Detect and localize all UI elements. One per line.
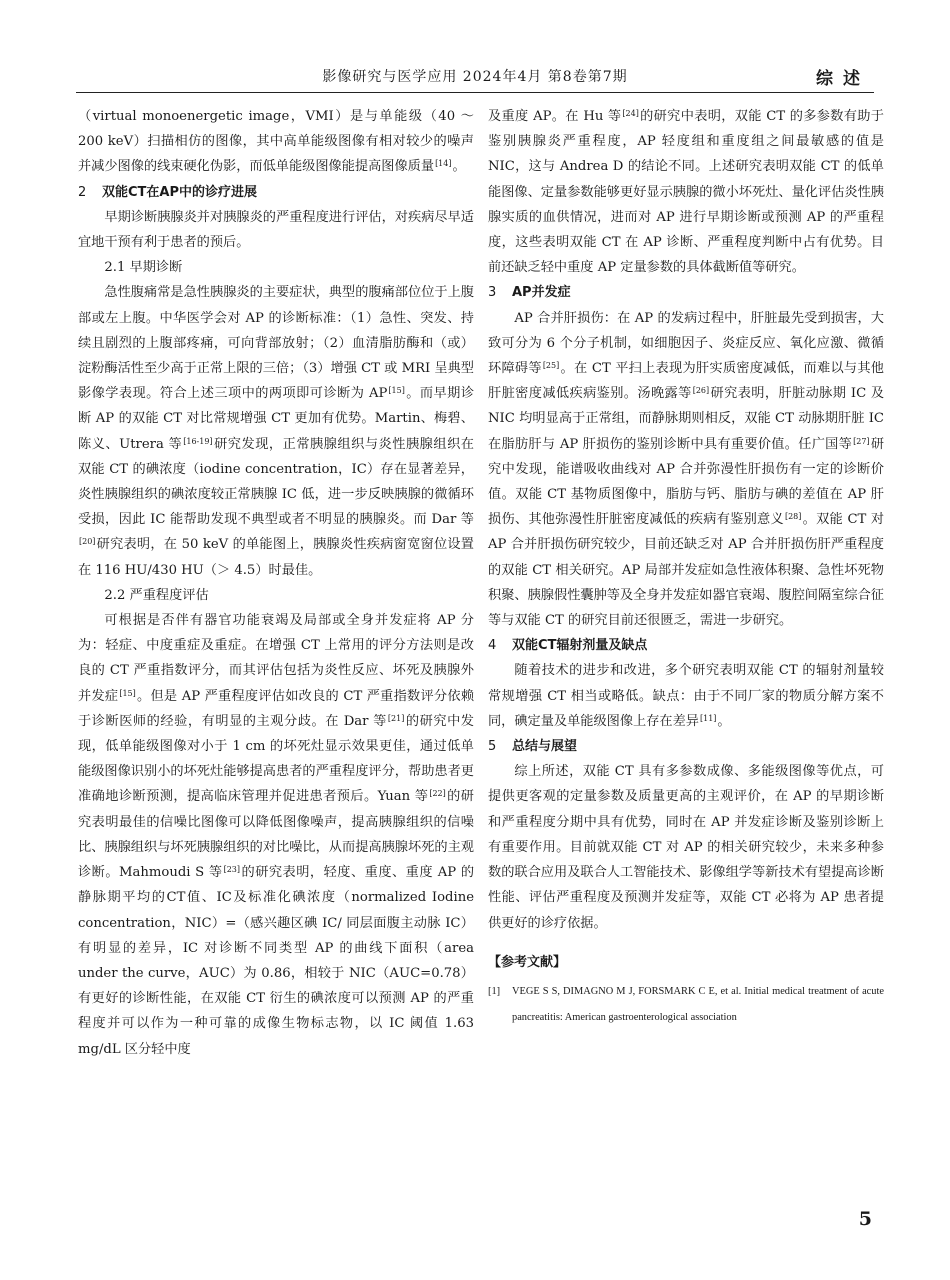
citation[interactable]: [26] [692, 386, 710, 396]
citation[interactable]: [28] [784, 512, 802, 522]
citation[interactable]: [21] [387, 713, 405, 723]
paragraph: 综上所述，双能 CT 具有多参数成像、多能级图像等优点，可提供更客观的定量参数及质量更高的主观评价，在 AP 的早期诊断和严重程度分期中具有优势，同时在 AP 并发症诊断及鉴别诊断上有重要作用。目前就双能 CT 对 AP 的相关研究较少，未来多种参数的联合应用及联合人工智能技术、影像组学等新技术有望提高诊断性能、评估严重程度及预测并发症等，双能 CT 必将为 AP 患者提供更好的诊疗依据。 [488, 764, 884, 931]
section-label: 综述 [816, 69, 870, 89]
page-number: 5 [858, 1208, 872, 1230]
paragraph: 及重度 AP。在 Hu 等[24]的研究中表明，双能 CT 的多参数有助于鉴别胰腺炎严重程度，AP 轻度组和重度组之间最敏感的值是 NIC，这与 Andrea D 的结论不同。上述研究表明双能 CT 的低单能图像、定量参数能够更好显示胰腺的微小坏死灶、量化评估炎性胰腺实质的血供情况，进而对 AP 进行早期诊断或预测 AP 的严重程度，这些表明双能 CT 在 AP 诊断、严重程度判断中占有优势。目前还缺乏轻中重度 AP 定量参数的具体截断值等研究。 [488, 109, 884, 276]
header-rule [76, 92, 874, 93]
section-heading-2: 2 双能CT在AP中的诊疗进展 [78, 184, 257, 200]
right-column [488, 104, 884, 1031]
paragraph: 随着技术的进步和改进，多个研究表明双能 CT 的辐射剂量较常规增强 CT 相当或略低。缺点：由于不同厂家的物质分解方案不同，碘定量及单能级图像上存在差异[11]。 [488, 663, 884, 729]
paragraph: 可根据是否伴有器官功能衰竭及局部或全身并发症将 AP 分为：轻症、中度重症及重症。在增强 CT 上常用的评分方法则是改良的 CT 严重指数评分，而其评估包括为炎性反应、坏死及胰腺外并发症[15]。但是 AP 严重程度评估如改良的 CT 严重指数评分依赖于诊断医师的经验，有明显的主观分歧。在 Dar 等[21]的研究中发现，低单能级图像对小于 1 cm 的坏死灶显示效果更佳，通过低单能级图像识别小的坏死灶能够提高患者的严重程度评分，帮助患者更准确地诊断预测，提高临床管理并促进患者预后。Yuan 等[22]的研究表明最佳的信噪比图像可以降低图像噪声，提高胰腺组织的信噪比、胰腺组织与坏死胰腺组织的对比噪比，从而提高胰腺坏死的主观诊断。Mahmoudi S 等[23]的研究表明，轻度、重度、重度 AP 的静脉期平均的CT值、IC及标准化碘浓度（normalized Iodine concentration，NIC）=（感兴趣区碘 IC/ 同层面腹主动脉 IC）有明显的差异，IC 对诊断不同类型 AP 的曲线下面积（area under the curve，AUC）为 0.86，相较于 NIC（AUC=0.78）有更好的诊断性能，在双能 CT 衍生的碘浓度可以预测 AP 的严重程度并可以作为一种可靠的成像生物标志物，以 IC 阈值 1.63 mg/dL 区分轻中度 [78, 613, 475, 1057]
citation[interactable]: [20] [79, 537, 96, 547]
citation[interactable]: [15] [388, 386, 405, 396]
journal-header: 影像研究与医学应用 2024年4月 第8卷第7期 [322, 69, 628, 85]
references-heading: 【参考文献】 [488, 954, 567, 970]
citation[interactable]: [25] [542, 361, 560, 371]
reference-item [488, 979, 884, 1031]
reference-text: VEGE S S, DIMAGNO M J, FORSMARK C E, et al. Initial medical treatment of acute pancreatitis: American gastroenterological association [512, 985, 884, 1023]
citation[interactable]: [16-19] [183, 436, 213, 446]
left-column [78, 104, 474, 1062]
paragraph: AP 合并肝损伤：在 AP 的发病过程中，肝脏最先受到损害，大致可分为 6 个分子机制，如细胞因子、炎症反应、氧化应激、微循环障碍等[25]。在 CT 平扫上表现为肝实质密度减低，而难以与其他肝脏密度减低疾病鉴别。汤晚露等[26]研究表明，肝脏动脉期 IC 及 NIC 均明显高于正常组，而静脉期则相反，双能 CT 动脉期肝脏 IC 在脂肪肝与 AP 肝损伤的鉴别诊断中具有重要价值。任广国等[27]研究中发现，能谱吸收曲线对 AP 合并弥漫性肝损伤有一定的诊断价值。双能 CT 基物质图像中，脂肪与钙、脂肪与碘的差值在 AP 肝损伤、其他弥漫性肝脏密度减低的疾病有鉴别意义[28]。双能 CT 对 AP 合并肝损伤研究较少，目前还缺乏对 AP 合并肝损伤肝严重程度的双能 CT 相关研究。AP 局部并发症如急性液体积聚、急性坏死物积聚、胰腺假性囊肿等及全身并发症如器官衰竭、腹腔间隔室综合征等与双能 CT 的研究目前还很匮乏，需进一步研究。 [488, 310, 885, 629]
section-heading-5: 5 总结与展望 [488, 739, 578, 755]
section-heading-3: 3 AP并发症 [488, 285, 571, 301]
subsection-heading-2-2: 2.2 严重程度评估 [104, 587, 209, 603]
section-heading-4: 4 双能CT辐射剂量及缺点 [488, 638, 648, 654]
paragraph: （virtual monoenergetic image，VMI）是与单能级（40 ～ 200 keV）扫描相仿的图像，其中高单能级图像有相对较少的噪声并减少图像的线束硬化伪影，而低单能级图像能提高图像质量[14]。 [78, 109, 474, 175]
citation[interactable]: [24] [622, 109, 639, 118]
citation[interactable]: [15] [119, 688, 136, 698]
reference-number: [1] [488, 985, 501, 997]
citation[interactable]: [11] [700, 713, 717, 723]
paragraph: 早期诊断胰腺炎并对胰腺炎的严重程度进行评估，对疾病尽早适宜地干预有利于患者的预后。 [78, 209, 474, 251]
citation[interactable]: [27] [853, 436, 870, 446]
paragraph: 急性腹痛常是急性胰腺炎的主要症状，典型的腹痛部位位于上腹部或左上腹。中华医学会对 AP 的诊断标准：（1）急性、突发、持续且剧烈的上腹部疼痛，可向背部放射；（2）血清脂肪酶和（或）淀粉酶活性至少高于正常上限的三倍；（3）增强 CT 或 MRI 呈典型影像学表现。符合上述三项中的两项即可诊断为 AP[15]。而早期诊断 AP 的双能 CT 对比常规增强 CT 更加有优势。Martin、梅碧、陈义、Utrera 等[16-19]研究发现，正常胰腺组织与炎性胰腺组织在双能 CT 的碘浓度（iodine concentration，IC）存在显著差异，炎性胰腺组织的碘浓度较正常胰腺 IC 低，进一步反映胰腺的微循环受损，因此 IC 能帮助发现不典型或者不明显的胰腺炎。而 Dar 等[20]研究表明，在 50 keV 的单能图上，胰腺炎性疾病窗宽窗位设置在 116 HU/430 HU（＞ 4.5）时最佳。 [78, 285, 475, 578]
citation[interactable]: [22] [429, 789, 446, 799]
citation[interactable]: [14] [435, 159, 452, 169]
subsection-heading-2-1: 2.1 早期诊断 [104, 260, 183, 276]
citation[interactable]: [23] [223, 865, 241, 875]
